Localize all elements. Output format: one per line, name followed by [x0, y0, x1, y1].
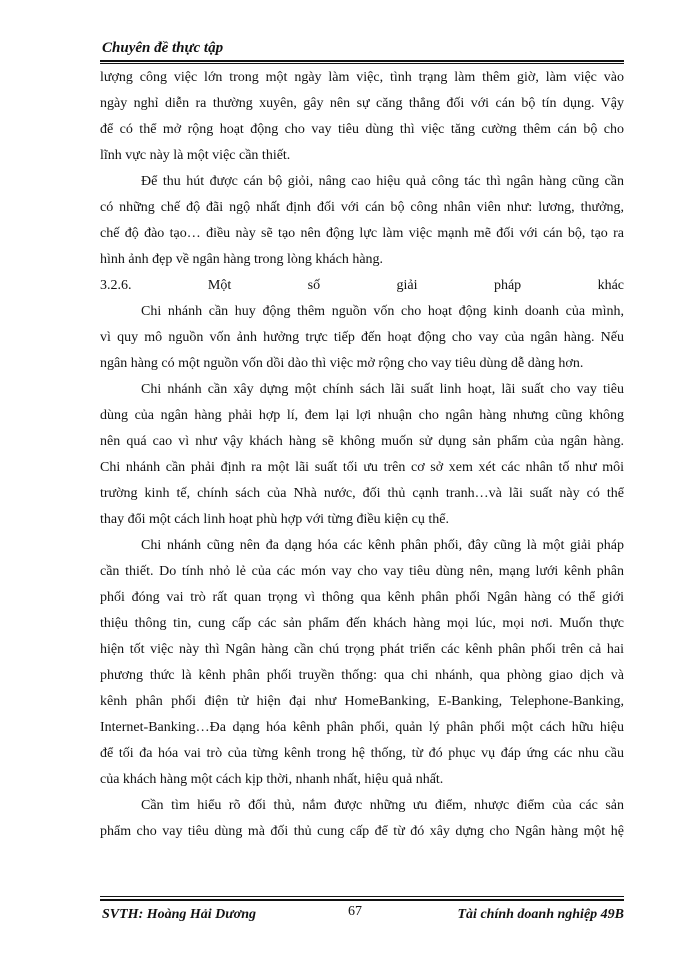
text-line: chế độ đào tạo… điều này sẽ tạo nên động lực làm việc mạnh mẽ đối với cán bộ, tạo ra [100, 226, 624, 241]
text-line: phối đóng vai trò rất quan trọng vì thông qua kênh phân phối Ngân hàng có thể giới [100, 590, 624, 605]
text-line: của khách hàng một cách kịp thời, nhanh nhất, hiệu quả nhất. [100, 772, 444, 787]
text-line: ngày nghỉ diễn ra thường xuyên, gây nên sự căng thẳng đối với cán bộ tín dụng. Vậy [100, 96, 624, 111]
text-line: Chi nhánh cần huy động thêm nguồn vốn cho hoạt động kinh doanh của mình, [141, 304, 624, 319]
section-heading: 3.2.6. Một số giải pháp khác [100, 278, 624, 293]
text-line: để có thể mở rộng hoạt động cho vay tiêu dùng thì việc tăng cường thêm cán bộ cho [100, 122, 624, 137]
footer-rule-thin [100, 896, 624, 897]
text-line: ngân hàng có một nguồn vốn dồi dào thì việc mở rộng cho vay tiêu dùng dễ dàng hơn. [100, 356, 584, 371]
text-line: lĩnh vực này là một việc cần thiết. [100, 148, 291, 163]
text-line: Internet-Banking…Đa dạng hóa kênh phân phối, quản lý phân phối một cách hữu hiệu [100, 720, 624, 735]
text-line: thay đổi một cách linh hoạt phù hợp với từng điều kiện cụ thể. [100, 512, 449, 527]
text-line: trường kinh tế, chính sách của Nhà nước, đối thủ cạnh tranh…và lãi suất này có thể [100, 486, 624, 501]
text-line: có những chế độ đãi ngộ nhất định đối với cán bộ công nhân viên như: lương, thưởng, [100, 200, 624, 215]
text-line: thiệu thông tin, cung cấp các sản phẩm đến khách hàng mọi lúc, mọi nơi. Muốn thực [100, 616, 624, 631]
text-line: để tối đa hóa vai trò của từng kênh trong hệ thống, từ đó phục vụ đáp ứng các nhu cầu [100, 746, 624, 761]
text-line: kênh phân phối điện tử hiện đại như HomeBanking, E-Banking, Telephone-Banking, [100, 694, 624, 709]
text-line: nên quá cao vì như vậy khách hàng sẽ không muốn sử dụng sản phẩm của ngân hàng. [100, 434, 624, 449]
text-line: dùng của ngân hàng phải hợp lí, đem lại lợi nhuận cho ngân hàng nhưng cũng không [100, 408, 624, 423]
footer-class: Tài chính doanh nghiệp 49B [457, 907, 624, 922]
page-number: 67 [348, 904, 362, 919]
text-line: hình ảnh đẹp về ngân hàng trong lòng khách hàng. [100, 252, 384, 267]
text-line: hiện tốt việc này thì Ngân hàng cần chú trọng phát triển các kênh phân phối trên cả hai [100, 642, 624, 657]
header-title: Chuyên đề thực tập [102, 40, 224, 56]
header-rule-thick [100, 60, 624, 62]
text-line: Để thu hút được cán bộ giỏi, nâng cao hiệu quả công tác thì ngân hàng cũng cần [141, 174, 624, 189]
text-line: Cần tìm hiểu rõ đối thủ, nắm được những ưu điểm, nhược điểm của các sản [141, 798, 624, 813]
header-rule-thin [100, 63, 624, 64]
text-line: lượng công việc lớn trong một ngày làm việc, tình trạng làm thêm giờ, làm việc vào [100, 70, 624, 85]
text-line: phương thức là kênh phân phối truyền thống: qua chi nhánh, qua phòng giao dịch và [100, 668, 624, 683]
text-line: vì quy mô nguồn vốn ảnh hưởng trực tiếp đến hoạt động cho vay của ngân hàng. Nếu [100, 330, 624, 345]
text-line: Chi nhánh cũng nên đa dạng hóa các kênh phân phối, đây cũng là một giải pháp [141, 538, 624, 553]
footer-author: SVTH: Hoàng Hải Dương [102, 907, 256, 922]
text-line: phẩm cho vay tiêu dùng mà đối thủ cung cấp để từ đó xây dựng cho Ngân hàng một hệ [100, 824, 624, 839]
footer-rule-thick [100, 899, 624, 901]
text-line: cần thiết. Do tính nhỏ lẻ của các món vay cho vay tiêu dùng nên, mạng lưới kênh phân [100, 564, 624, 579]
text-line: Chi nhánh cần xây dựng một chính sách lãi suất linh hoạt, lãi suất cho vay tiêu [141, 382, 624, 397]
text-line: Chi nhánh cần phải định ra một lãi suất tối ưu trên cơ sở xem xét các nhân tố như môi [100, 460, 624, 475]
document-body [100, 65, 624, 845]
